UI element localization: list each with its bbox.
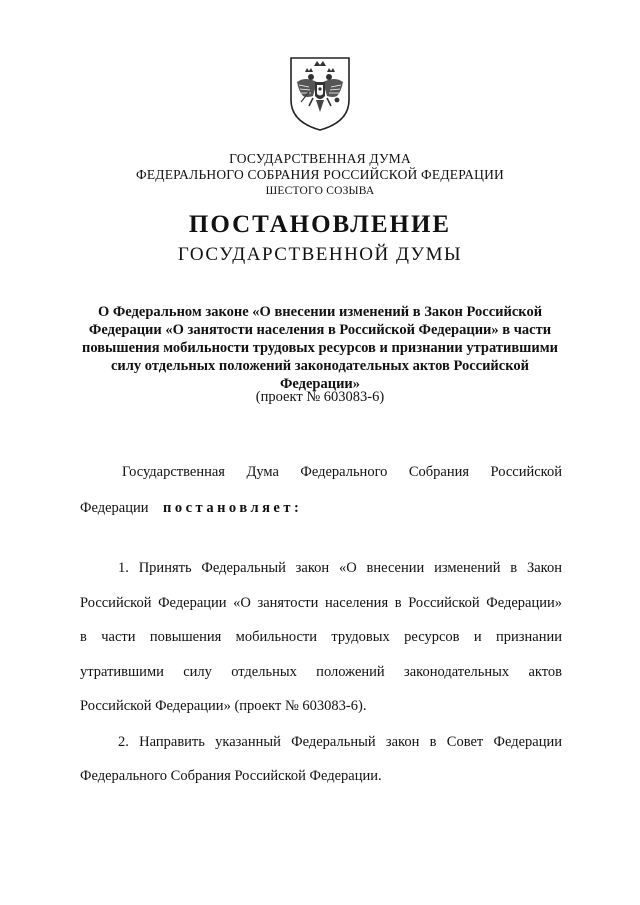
coat-of-arms-icon [287, 52, 353, 132]
paragraph-1-line-1: 1. Принять Федеральный закон «О внесении изменений в Закон [118, 560, 562, 576]
document-title: ПОСТАНОВЛЕНИЕ [188, 211, 452, 238]
intro-line-2 [80, 499, 562, 517]
header-line-1: ГОСУДАРСТВЕННАЯ ДУМА [229, 151, 411, 166]
document-subtitle: ГОСУДАРСТВЕННОЙ ДУМЫ [177, 244, 463, 265]
intro-line-1: Государственная Дума Федерального Собрания Российской [122, 464, 562, 480]
paragraph-1-line-2: Российской Федерации «О занятости населения в Российской Федерации» [80, 595, 562, 611]
project-number: (проект № 603083-6) [255, 389, 385, 405]
header-line-3: ШЕСТОГО СОЗЫВА [265, 185, 375, 197]
header-line-2: ФЕДЕРАЛЬНОГО СОБРАНИЯ РОССИЙСКОЙ ФЕДЕРАЦИИ [136, 167, 504, 182]
decides-word: постановляет: [162, 500, 303, 516]
paragraph-2-line-1: 2. Направить указанный Федеральный закон в Совет Федерации [118, 734, 562, 750]
paragraph-1-line-4: утратившими силу отдельных положений законодательных актов [80, 664, 562, 680]
paragraph-2-line-2: Федерального Собрания Российской Федерации. [80, 768, 382, 784]
paragraph-1-line-3: в части повышения мобильности трудовых ресурсов и признании [80, 629, 562, 645]
intro-federation-word: Федерации [80, 500, 149, 516]
resolution-heading: О Федеральном законе «О внесении изменений в Закон Российской Федерации «О занятости населения в Российской Федерации» в части повышения мобильности трудовых ресурсов и признании утратившими силу отдельных положений законодательных актов Российской Федерации» [81, 304, 558, 392]
paragraph-1-line-5: Российской Федерации» (проект № 603083-6). [80, 698, 367, 714]
